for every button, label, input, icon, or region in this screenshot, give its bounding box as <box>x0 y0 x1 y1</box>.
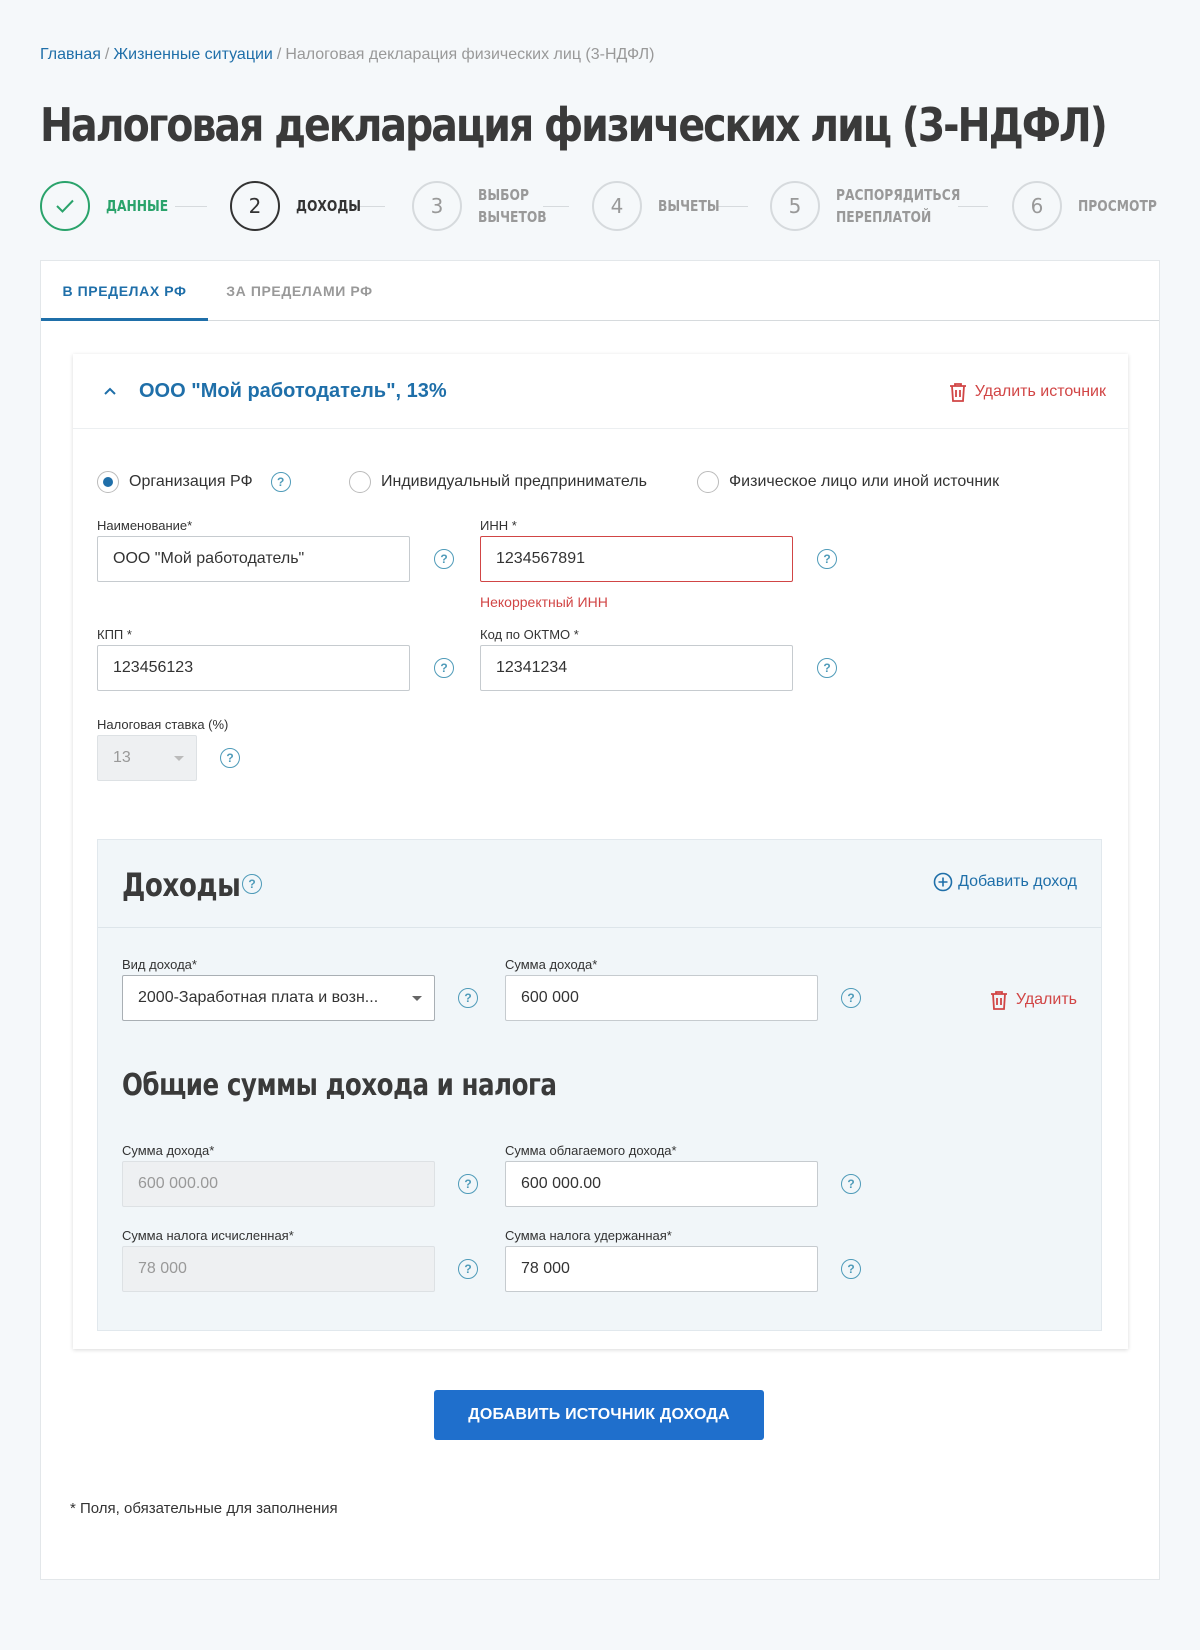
trash-icon <box>949 382 967 402</box>
step-label-text: ВЫЧЕТОВ <box>478 208 547 226</box>
source-title: ООО "Мой работодатель", 13% <box>139 380 447 402</box>
income-type-label: Вид дохода* <box>122 957 197 972</box>
income-title: Доходы <box>122 866 241 904</box>
breadcrumb <box>40 46 654 64</box>
declaration-card <box>40 260 1160 1580</box>
help-icon[interactable]: ? <box>220 748 240 768</box>
inn-error-message: Некорректный ИНН <box>480 594 608 610</box>
totals-title: Общие суммы дохода и налога <box>122 1068 557 1103</box>
tax-rate-value: 13 <box>113 749 131 766</box>
inn-input[interactable]: 1234567891 <box>480 536 793 582</box>
radio-label: Организация РФ <box>129 473 253 490</box>
radio-button[interactable] <box>697 471 719 493</box>
total-income-input[interactable]: 600 000.00 <box>122 1161 435 1207</box>
oktmo-label: Код по ОКТМО * <box>480 627 579 642</box>
radio-label: Физическое лицо или иной источник <box>729 473 1000 490</box>
step-circle: 5 <box>770 181 820 231</box>
radio-button[interactable] <box>97 471 119 493</box>
help-icon[interactable]: ? <box>817 549 837 569</box>
step-label-text: ВЫБОР <box>478 186 529 204</box>
help-icon[interactable]: ? <box>458 988 478 1008</box>
radio-button[interactable] <box>349 471 371 493</box>
tax-calculated-input[interactable]: 78 000 <box>122 1246 435 1292</box>
tabs <box>41 261 1159 321</box>
step-label <box>478 184 547 228</box>
radio-individual-or-other[interactable] <box>697 471 999 493</box>
radio-label: Индивидуальный предприниматель <box>381 473 647 490</box>
radio-individual-entrepreneur[interactable] <box>349 471 647 493</box>
help-icon[interactable]: ? <box>817 658 837 678</box>
chevron-down-icon <box>174 756 184 761</box>
step-data[interactable] <box>40 181 182 231</box>
required-fields-note: * Поля, обязательные для заполнения <box>70 1500 338 1517</box>
name-input[interactable]: ООО "Мой работодатель" <box>97 536 410 582</box>
stepper <box>40 181 1162 231</box>
radio-organization-rf[interactable] <box>97 471 291 493</box>
step-deductions[interactable] <box>592 181 733 231</box>
step-label-text: РАСПОРЯДИТЬСЯ <box>836 186 961 204</box>
delete-income-button[interactable] <box>990 990 1077 1010</box>
breadcrumb-home-link[interactable]: Главная <box>40 46 101 63</box>
delete-source-button[interactable] <box>949 382 1106 402</box>
tab-inside-rf[interactable]: В ПРЕДЕЛАХ РФ <box>41 261 208 321</box>
step-label <box>658 195 720 217</box>
help-icon[interactable]: ? <box>434 658 454 678</box>
tax-withheld-label: Сумма налога удержанная* <box>505 1228 672 1243</box>
step-label-text: ВЫЧЕТЫ <box>658 197 720 215</box>
step-label <box>836 184 960 228</box>
kpp-input[interactable]: 123456123 <box>97 645 410 691</box>
breadcrumb-separator: / <box>276 46 282 63</box>
income-amount-label: Сумма дохода* <box>505 957 598 972</box>
step-label-text: ДОХОДЫ <box>296 197 362 215</box>
total-income-label: Сумма дохода* <box>122 1143 215 1158</box>
income-header <box>98 840 1101 928</box>
add-income-button[interactable] <box>933 872 1077 892</box>
breadcrumb-life-situations-link[interactable]: Жизненные ситуации <box>113 46 273 63</box>
step-deduction-choice[interactable] <box>412 181 562 231</box>
step-label-text: ПЕРЕПЛАТОЙ <box>836 208 932 226</box>
breadcrumb-current: Налоговая декларация физических лиц (3-НДФЛ) <box>285 46 655 63</box>
help-icon[interactable]: ? <box>841 1259 861 1279</box>
tax-withheld-input[interactable]: 78 000 <box>505 1246 818 1292</box>
add-income-label: Добавить доход <box>958 873 1077 890</box>
step-preview[interactable] <box>1012 181 1174 231</box>
breadcrumb-separator: / <box>104 46 110 63</box>
chevron-down-icon <box>412 996 422 1001</box>
income-type-value: 2000-Заработная плата и возн... <box>138 989 379 1006</box>
step-label <box>1078 195 1157 217</box>
taxable-income-label: Сумма облагаемого дохода* <box>505 1143 677 1158</box>
check-icon <box>55 198 75 214</box>
help-icon[interactable]: ? <box>242 874 262 894</box>
taxable-income-input[interactable]: 600 000.00 <box>505 1161 818 1207</box>
delete-income-label: Удалить <box>1015 991 1077 1008</box>
inn-label: ИНН * <box>480 518 517 533</box>
step-label-text: ДАННЫЕ <box>106 197 169 215</box>
source-header[interactable] <box>73 354 1128 429</box>
plus-circle-icon <box>933 872 953 892</box>
oktmo-input[interactable]: 12341234 <box>480 645 793 691</box>
income-section <box>97 839 1102 1331</box>
delete-source-label: Удалить источник <box>974 383 1106 400</box>
trash-icon <box>990 990 1008 1010</box>
help-icon[interactable]: ? <box>841 1174 861 1194</box>
step-label <box>106 195 168 217</box>
step-income[interactable] <box>230 181 375 231</box>
chevron-up-icon[interactable] <box>101 382 119 400</box>
tax-rate-select[interactable] <box>97 735 197 781</box>
income-source-panel <box>73 354 1128 1349</box>
name-label: Наименование* <box>97 518 193 533</box>
help-icon[interactable]: ? <box>271 472 291 492</box>
tax-calculated-label: Сумма налога исчисленная* <box>122 1228 294 1243</box>
step-overpayment[interactable] <box>770 181 988 231</box>
add-income-source-button[interactable]: ДОБАВИТЬ ИСТОЧНИК ДОХОДА <box>434 1390 764 1440</box>
help-icon[interactable]: ? <box>458 1259 478 1279</box>
income-type-select[interactable] <box>122 975 435 1021</box>
help-icon[interactable]: ? <box>841 988 861 1008</box>
step-circle: 4 <box>592 181 642 231</box>
kpp-label: КПП * <box>97 627 132 642</box>
help-icon[interactable]: ? <box>434 549 454 569</box>
page-title: Налоговая декларация физических лиц (3-НДФЛ) <box>40 98 1106 152</box>
help-icon[interactable]: ? <box>458 1174 478 1194</box>
tax-rate-label: Налоговая ставка (%) <box>97 717 229 732</box>
step-circle <box>40 181 90 231</box>
income-amount-input[interactable]: 600 000 <box>505 975 818 1021</box>
step-circle: 2 <box>230 181 280 231</box>
step-circle: 3 <box>412 181 462 231</box>
tab-outside-rf[interactable]: ЗА ПРЕДЕЛАМИ РФ <box>226 283 373 299</box>
step-circle: 6 <box>1012 181 1062 231</box>
step-label <box>296 195 361 217</box>
step-label-text: ПРОСМОТР <box>1078 197 1157 215</box>
